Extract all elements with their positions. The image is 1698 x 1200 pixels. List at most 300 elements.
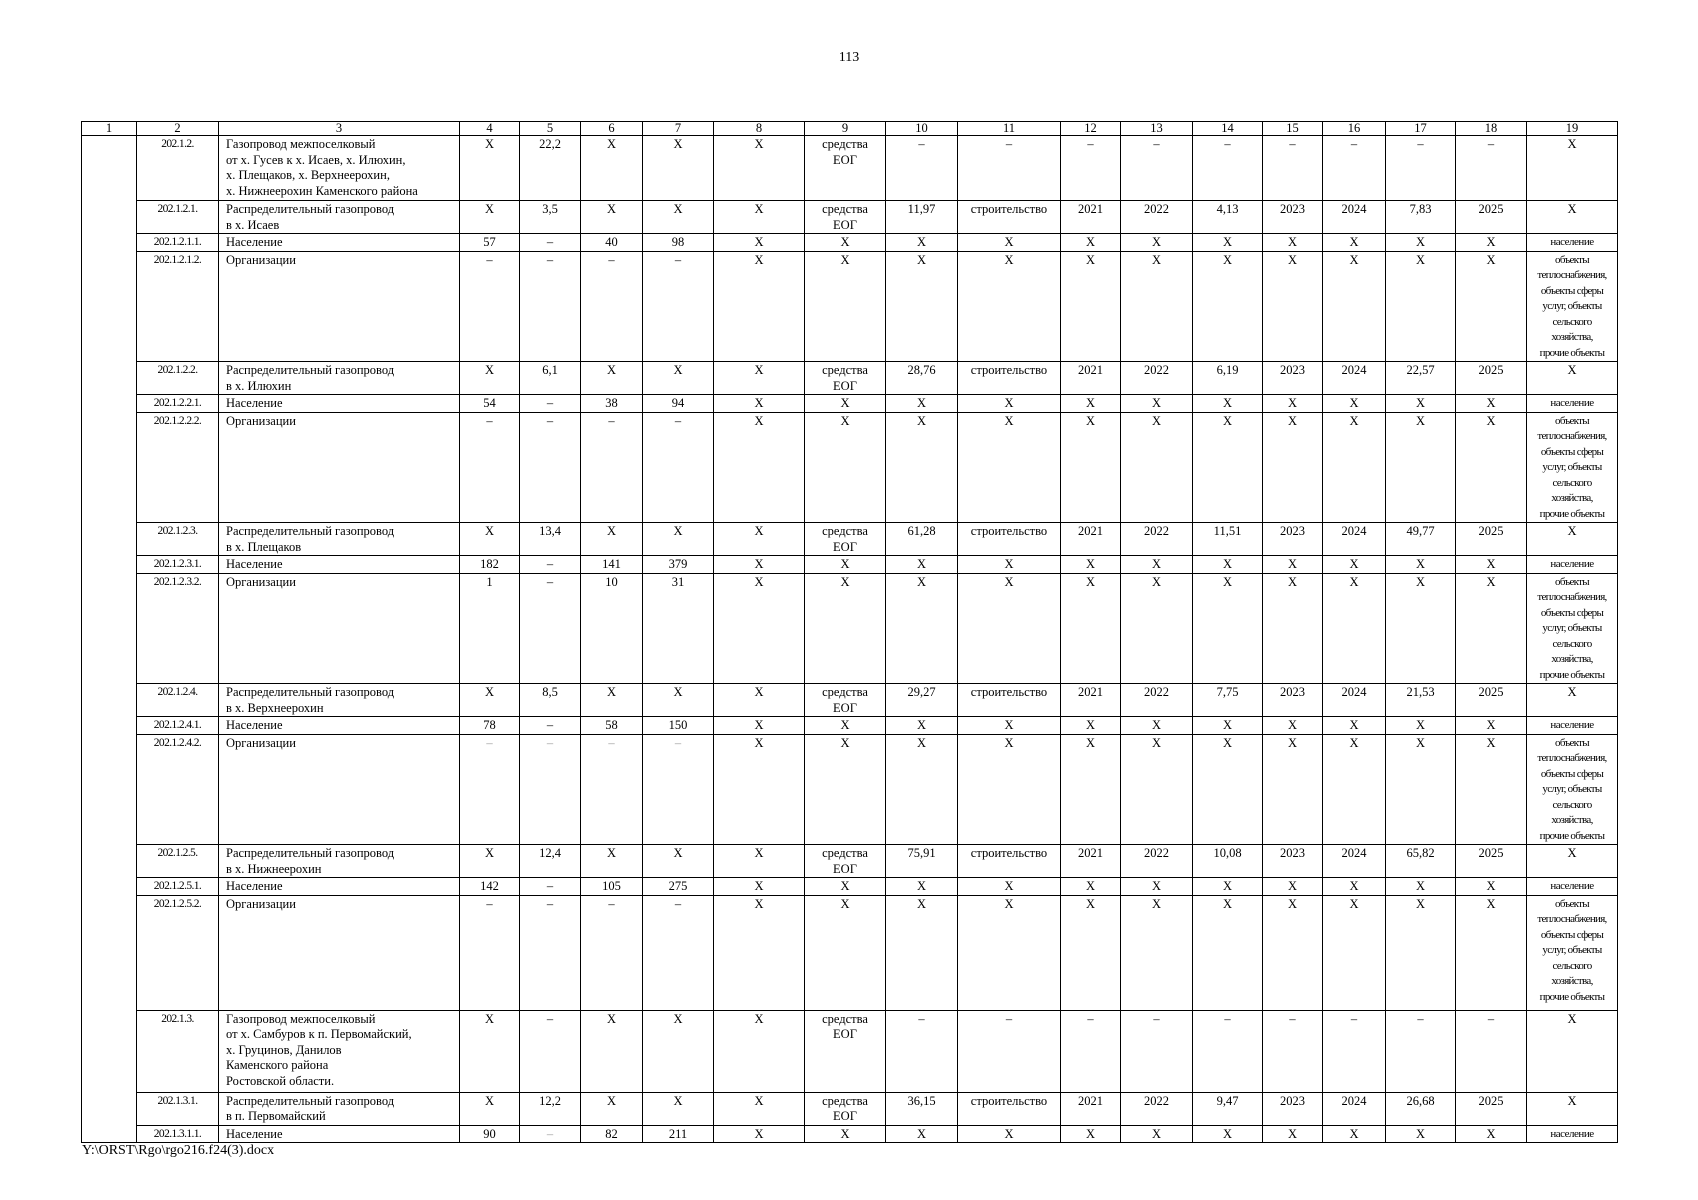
table-cell-col-13: Х: [1121, 878, 1193, 896]
table-cell-col-15: 2023: [1263, 684, 1323, 717]
table-cell-col-10: –: [886, 136, 958, 201]
table-cell-col-7: –: [643, 412, 714, 523]
table-cell-col-8: Х: [714, 395, 805, 413]
table-cell-col-12: 2021: [1061, 845, 1121, 878]
table-cell-col-5: 13,4: [520, 523, 581, 556]
table-cell-col-7: Х: [643, 684, 714, 717]
table-cell-col-9: Х: [805, 734, 886, 845]
table-cell-col-14: Х: [1193, 251, 1263, 362]
table-cell-col-12: 2021: [1061, 684, 1121, 717]
table-cell-col-14: Х: [1193, 573, 1263, 684]
table-cell-col-16: Х: [1323, 895, 1386, 1010]
table-cell-col-19: объекты теплоснабжения, объекты сферы услуг, объекты сельского хозяйства, прочие объекты: [1527, 734, 1618, 845]
table-cell-col-4: Х: [460, 1092, 520, 1125]
table-cell-col-19: население: [1527, 1125, 1618, 1143]
table-cell-col-9: Х: [805, 1125, 886, 1143]
table-cell-col-4: 142: [460, 878, 520, 896]
table-cell-col-13: Х: [1121, 556, 1193, 574]
table-cell-col-19: население: [1527, 556, 1618, 574]
table-cell-col-12: Х: [1061, 395, 1121, 413]
table-cell-col-2: 202.1.2.3.: [137, 523, 219, 556]
table-cell-col-6: Х: [581, 136, 643, 201]
table-cell-col-7: Х: [643, 1092, 714, 1125]
column-number: 17: [1386, 122, 1456, 136]
table-cell-col-7: 275: [643, 878, 714, 896]
table-row: [82, 734, 1618, 845]
table-cell-col-4: –: [460, 412, 520, 523]
column-number: 2: [137, 122, 219, 136]
table-cell-col-5: 22,2: [520, 136, 581, 201]
table-cell-col-16: Х: [1323, 878, 1386, 896]
table-cell-col-16: Х: [1323, 717, 1386, 735]
table-cell-col-6: 141: [581, 556, 643, 574]
table-cell-col-19: объекты теплоснабжения, объекты сферы услуг, объекты сельского хозяйства, прочие объекты: [1527, 895, 1618, 1010]
table-cell-col-12: –: [1061, 136, 1121, 201]
table-cell-col-12: Х: [1061, 234, 1121, 252]
table-cell-col-6: Х: [581, 1010, 643, 1092]
table-cell-col-8: Х: [714, 251, 805, 362]
table-cell-col-17: 49,77: [1386, 523, 1456, 556]
table-row: [82, 362, 1618, 395]
table-cell-col-14: Х: [1193, 556, 1263, 574]
column-number: 18: [1456, 122, 1527, 136]
table-cell-col-2: 202.1.3.1.1.: [137, 1125, 219, 1143]
table-cell-col-2: 202.1.2.4.2.: [137, 734, 219, 845]
table-cell-col-8: Х: [714, 1125, 805, 1143]
table-cell-col-19: объекты теплоснабжения, объекты сферы услуг, объекты сельского хозяйства, прочие объекты: [1527, 573, 1618, 684]
table-cell-col-12: Х: [1061, 878, 1121, 896]
table-cell-col-18: Х: [1456, 878, 1527, 896]
table-cell-col-16: Х: [1323, 251, 1386, 362]
table-row: [82, 1010, 1618, 1092]
table-cell-col-9: Х: [805, 395, 886, 413]
table-cell-col-18: Х: [1456, 556, 1527, 574]
table-cell-col-16: Х: [1323, 573, 1386, 684]
table-cell-col-16: 2024: [1323, 362, 1386, 395]
table-cell-col-9: средства ЕОГ: [805, 1092, 886, 1125]
table-cell-col-9: средства ЕОГ: [805, 1010, 886, 1092]
table-cell-col-8: Х: [714, 573, 805, 684]
table-cell-col-2: 202.1.2.3.1.: [137, 556, 219, 574]
table-cell-col-18: –: [1456, 1010, 1527, 1092]
table-cell-col-9: средства ЕОГ: [805, 362, 886, 395]
table-cell-col-18: 2025: [1456, 201, 1527, 234]
table-cell-col-15: Х: [1263, 717, 1323, 735]
table-cell-col-3: Организации: [219, 895, 460, 1010]
table-cell-col-12: Х: [1061, 573, 1121, 684]
table-cell-col-7: –: [643, 895, 714, 1010]
table-cell-col-15: Х: [1263, 234, 1323, 252]
table-cell-col-2: 202.1.2.5.2.: [137, 895, 219, 1010]
table-cell-col-18: 2025: [1456, 684, 1527, 717]
table-cell-col-3: Распределительный газопровод в х. Исаев: [219, 201, 460, 234]
table-cell-col-12: 2021: [1061, 523, 1121, 556]
table-cell-col-17: Х: [1386, 412, 1456, 523]
table-cell-col-7: Х: [643, 201, 714, 234]
table-cell-col-17: Х: [1386, 895, 1456, 1010]
table-cell-col-17: Х: [1386, 878, 1456, 896]
table-cell-col-5: 6,1: [520, 362, 581, 395]
table-cell-col-17: 22,57: [1386, 362, 1456, 395]
table-cell-col-12: Х: [1061, 1125, 1121, 1143]
table-cell-col-16: 2024: [1323, 845, 1386, 878]
column-number: 6: [581, 122, 643, 136]
column-number: 10: [886, 122, 958, 136]
table-cell-col-15: Х: [1263, 734, 1323, 845]
table-cell-col-17: Х: [1386, 395, 1456, 413]
table-cell-col-15: Х: [1263, 1125, 1323, 1143]
column-number: 4: [460, 122, 520, 136]
table-cell-col-13: Х: [1121, 395, 1193, 413]
table-cell-col-7: Х: [643, 523, 714, 556]
table-cell-col-5: –: [520, 234, 581, 252]
table-cell-col-8: Х: [714, 734, 805, 845]
table-cell-col-14: Х: [1193, 395, 1263, 413]
table-row: [82, 395, 1618, 413]
table-cell-col-3: Газопровод межпоселковый от х. Гусев к х. Исаев, х. Илюхин, х. Плещаков, х. Верхнеерохин, х. Нижнеерохин Каменского района: [219, 136, 460, 201]
table-cell-col-19: население: [1527, 717, 1618, 735]
table-cell-col-16: 2024: [1323, 1092, 1386, 1125]
table-cell-col-6: 82: [581, 1125, 643, 1143]
table-cell-col-15: 2023: [1263, 201, 1323, 234]
table-cell-col-11: Х: [958, 1125, 1061, 1143]
table-cell-col-9: Х: [805, 878, 886, 896]
table-cell-col-4: –: [460, 734, 520, 845]
table-cell-col-5: 8,5: [520, 684, 581, 717]
table-row: [82, 684, 1618, 717]
table-cell-col-8: Х: [714, 201, 805, 234]
table-cell-col-13: Х: [1121, 734, 1193, 845]
table-cell-col-12: Х: [1061, 251, 1121, 362]
table-cell-col-9: Х: [805, 573, 886, 684]
table-cell-col-14: –: [1193, 136, 1263, 201]
table-cell-col-13: Х: [1121, 234, 1193, 252]
table-cell-col-6: –: [581, 412, 643, 523]
table-cell-col-18: –: [1456, 136, 1527, 201]
table-cell-col-12: Х: [1061, 717, 1121, 735]
table-cell-col-8: Х: [714, 136, 805, 201]
table-cell-col-9: Х: [805, 717, 886, 735]
table-cell-col-2: 202.1.2.4.: [137, 684, 219, 717]
table-cell-col-19: объекты теплоснабжения, объекты сферы услуг, объекты сельского хозяйства, прочие объекты: [1527, 412, 1618, 523]
table-cell-col-5: –: [520, 412, 581, 523]
table-cell-col-10: Х: [886, 573, 958, 684]
table-cell-col-4: Х: [460, 362, 520, 395]
table-cell-col-8: Х: [714, 1010, 805, 1092]
table-cell-col-14: Х: [1193, 895, 1263, 1010]
table-cell-col-15: –: [1263, 136, 1323, 201]
table-cell-col-15: –: [1263, 1010, 1323, 1092]
table-cell-col-15: 2023: [1263, 523, 1323, 556]
table-cell-col-15: Х: [1263, 412, 1323, 523]
table-cell-col-16: 2024: [1323, 523, 1386, 556]
table-cell-col-5: 12,2: [520, 1092, 581, 1125]
page-number: 113: [838, 50, 860, 65]
table-cell-col-2: 202.1.2.1.2.: [137, 251, 219, 362]
table-cell-col-16: Х: [1323, 395, 1386, 413]
table-cell-col-17: Х: [1386, 234, 1456, 252]
table-cell-col-18: 2025: [1456, 1092, 1527, 1125]
table-cell-col-13: 2022: [1121, 201, 1193, 234]
table-cell-col-11: Х: [958, 556, 1061, 574]
table-cell-col-4: Х: [460, 523, 520, 556]
table-cell-col-17: Х: [1386, 573, 1456, 684]
table-cell-col-18: 2025: [1456, 362, 1527, 395]
table-cell-col-9: Х: [805, 556, 886, 574]
table-cell-col-3: Население: [219, 1125, 460, 1143]
table-cell-col-15: Х: [1263, 573, 1323, 684]
table-cell-col-14: 10,08: [1193, 845, 1263, 878]
column-number: 12: [1061, 122, 1121, 136]
table-cell-col-17: Х: [1386, 1125, 1456, 1143]
table-cell-col-15: Х: [1263, 895, 1323, 1010]
table-cell-col-11: строительство: [958, 1092, 1061, 1125]
table-cell-col-13: 2022: [1121, 845, 1193, 878]
table-cell-col-3: Распределительный газопровод в х. Верхнеерохин: [219, 684, 460, 717]
table-cell-col-4: –: [460, 895, 520, 1010]
table-cell-col-2: 202.1.2.1.1.: [137, 234, 219, 252]
table-cell-col-19: Х: [1527, 684, 1618, 717]
table-cell-col-2: 202.1.2.5.1.: [137, 878, 219, 896]
table-cell-col-15: Х: [1263, 395, 1323, 413]
table-cell-col-10: Х: [886, 895, 958, 1010]
table-cell-col-18: Х: [1456, 573, 1527, 684]
table-cell-col-2: 202.1.2.2.2.: [137, 412, 219, 523]
table-cell-col-8: Х: [714, 556, 805, 574]
table-row: [82, 234, 1618, 252]
table-cell-col-18: Х: [1456, 412, 1527, 523]
table-cell-col-9: Х: [805, 251, 886, 362]
column-number: 5: [520, 122, 581, 136]
table-cell-col-17: 26,68: [1386, 1092, 1456, 1125]
table-cell-col-3: Газопровод межпоселковый от х. Самбуров к п. Первомайский, х. Груцинов, Данилов Каменского района Ростовской области.: [219, 1010, 460, 1092]
table-cell-col-10: 28,76: [886, 362, 958, 395]
table-cell-col-2: 202.1.3.: [137, 1010, 219, 1092]
table-cell-col-7: 150: [643, 717, 714, 735]
table-cell-col-5: –: [520, 573, 581, 684]
file-path-footer: Y:\ORST\Rgo\rgo216.f24(3).docx: [82, 1143, 275, 1158]
table-cell-col-14: 9,47: [1193, 1092, 1263, 1125]
table-cell-col-14: Х: [1193, 412, 1263, 523]
table-cell-col-2: 202.1.2.5.: [137, 845, 219, 878]
table-cell-col-18: Х: [1456, 895, 1527, 1010]
table-cell-col-16: –: [1323, 1010, 1386, 1092]
table-cell-col-11: Х: [958, 395, 1061, 413]
table-cell-col-9: Х: [805, 234, 886, 252]
table-cell-col-3: Распределительный газопровод в х. Нижнеерохин: [219, 845, 460, 878]
table-cell-col-4: 57: [460, 234, 520, 252]
table-cell-col-4: 90: [460, 1125, 520, 1143]
table-cell-col-18: Х: [1456, 1125, 1527, 1143]
table-cell-col-14: –: [1193, 1010, 1263, 1092]
table-cell-col-5: –: [520, 878, 581, 896]
table-cell-col-11: строительство: [958, 201, 1061, 234]
table-cell-col-16: –: [1323, 136, 1386, 201]
table-cell-col-7: Х: [643, 136, 714, 201]
table-cell-col-13: Х: [1121, 251, 1193, 362]
table-cell-col-19: Х: [1527, 201, 1618, 234]
table-cell-col-4: 182: [460, 556, 520, 574]
table-row: [82, 523, 1618, 556]
table-cell-col-2: 202.1.3.1.: [137, 1092, 219, 1125]
table-cell-col-11: Х: [958, 251, 1061, 362]
table-cell-col-7: 98: [643, 234, 714, 252]
table-cell-col-14: Х: [1193, 717, 1263, 735]
table-cell-col-6: –: [581, 251, 643, 362]
table-cell-col-9: средства ЕОГ: [805, 136, 886, 201]
table-cell-col-11: –: [958, 136, 1061, 201]
table-cell-col-3: Население: [219, 556, 460, 574]
table-cell-col-19: население: [1527, 878, 1618, 896]
table-cell-col-2: 202.1.2.: [137, 136, 219, 201]
table-cell-col-8: Х: [714, 895, 805, 1010]
table-cell-col-16: Х: [1323, 556, 1386, 574]
table-cell-col-4: –: [460, 251, 520, 362]
table-cell-col-10: Х: [886, 1125, 958, 1143]
table-cell-col-10: 75,91: [886, 845, 958, 878]
table-cell-col-10: Х: [886, 412, 958, 523]
table-cell-col-13: 2022: [1121, 362, 1193, 395]
table-cell-col-5: –: [520, 251, 581, 362]
table-cell-col-10: Х: [886, 234, 958, 252]
table-cell-col-15: 2023: [1263, 362, 1323, 395]
table-cell-col-17: 21,53: [1386, 684, 1456, 717]
table-cell-col-3: Население: [219, 717, 460, 735]
table-cell-col-16: Х: [1323, 234, 1386, 252]
table-cell-col-18: Х: [1456, 251, 1527, 362]
column-number: 19: [1527, 122, 1618, 136]
table-cell-col-14: Х: [1193, 234, 1263, 252]
table-cell-col-17: –: [1386, 136, 1456, 201]
table-cell-col-4: 1: [460, 573, 520, 684]
table-cell-col-14: 7,75: [1193, 684, 1263, 717]
table-cell-col-1: [82, 136, 137, 1143]
table-cell-col-8: Х: [714, 845, 805, 878]
column-number: 1: [82, 122, 137, 136]
table-cell-col-15: Х: [1263, 251, 1323, 362]
column-number: 13: [1121, 122, 1193, 136]
table-cell-col-10: 29,27: [886, 684, 958, 717]
table-cell-col-3: Организации: [219, 573, 460, 684]
table-row: [82, 201, 1618, 234]
table-cell-col-15: 2023: [1263, 1092, 1323, 1125]
table-cell-col-14: 6,19: [1193, 362, 1263, 395]
table-cell-col-18: Х: [1456, 717, 1527, 735]
table-cell-col-13: –: [1121, 1010, 1193, 1092]
table-cell-col-10: –: [886, 1010, 958, 1092]
table-cell-col-8: Х: [714, 1092, 805, 1125]
table-cell-col-11: Х: [958, 895, 1061, 1010]
table-row: [82, 878, 1618, 896]
table-cell-col-11: Х: [958, 734, 1061, 845]
table-cell-col-3: Организации: [219, 734, 460, 845]
table-cell-col-5: –: [520, 895, 581, 1010]
table-cell-col-16: 2024: [1323, 684, 1386, 717]
table-row: [82, 845, 1618, 878]
table-cell-col-7: Х: [643, 845, 714, 878]
table-cell-col-4: Х: [460, 684, 520, 717]
table-cell-col-13: 2022: [1121, 523, 1193, 556]
table-cell-col-17: Х: [1386, 717, 1456, 735]
table-cell-col-16: 2024: [1323, 201, 1386, 234]
column-number: 8: [714, 122, 805, 136]
table-cell-col-7: Х: [643, 1010, 714, 1092]
table-cell-col-9: средства ЕОГ: [805, 523, 886, 556]
table-cell-col-11: строительство: [958, 845, 1061, 878]
table-cell-col-13: 2022: [1121, 684, 1193, 717]
table-cell-col-15: Х: [1263, 556, 1323, 574]
table-cell-col-13: –: [1121, 136, 1193, 201]
table-cell-col-6: Х: [581, 362, 643, 395]
table-cell-col-2: 202.1.2.3.2.: [137, 573, 219, 684]
column-number-row: [82, 122, 1618, 136]
table-cell-col-3: Распределительный газопровод в х. Илюхин: [219, 362, 460, 395]
column-number: 14: [1193, 122, 1263, 136]
table-cell-col-19: Х: [1527, 845, 1618, 878]
table-cell-col-10: 61,28: [886, 523, 958, 556]
table-cell-col-11: строительство: [958, 684, 1061, 717]
table-row: [82, 556, 1618, 574]
table-cell-col-6: 105: [581, 878, 643, 896]
table-cell-col-12: Х: [1061, 895, 1121, 1010]
table-cell-col-2: 202.1.2.2.: [137, 362, 219, 395]
table-cell-col-11: Х: [958, 412, 1061, 523]
table-cell-col-6: –: [581, 734, 643, 845]
table-cell-col-7: Х: [643, 362, 714, 395]
table-cell-col-19: население: [1527, 234, 1618, 252]
table-cell-col-4: Х: [460, 845, 520, 878]
table-cell-col-9: Х: [805, 412, 886, 523]
table-cell-col-5: –: [520, 734, 581, 845]
table-cell-col-8: Х: [714, 717, 805, 735]
table-cell-col-6: 38: [581, 395, 643, 413]
table-cell-col-10: Х: [886, 878, 958, 896]
table-cell-col-9: средства ЕОГ: [805, 845, 886, 878]
table-cell-col-10: 36,15: [886, 1092, 958, 1125]
table-cell-col-18: Х: [1456, 395, 1527, 413]
table-cell-col-19: Х: [1527, 136, 1618, 201]
table-cell-col-3: Организации: [219, 251, 460, 362]
table-cell-col-19: Х: [1527, 1010, 1618, 1092]
table-cell-col-17: 7,83: [1386, 201, 1456, 234]
table-cell-col-19: Х: [1527, 1092, 1618, 1125]
table-cell-col-10: Х: [886, 556, 958, 574]
table-cell-col-18: 2025: [1456, 523, 1527, 556]
column-number: 7: [643, 122, 714, 136]
column-number: 16: [1323, 122, 1386, 136]
table-cell-col-4: Х: [460, 1010, 520, 1092]
table-cell-col-4: 54: [460, 395, 520, 413]
table-cell-col-5: –: [520, 1125, 581, 1143]
table-cell-col-18: Х: [1456, 734, 1527, 845]
table-cell-col-16: Х: [1323, 1125, 1386, 1143]
table-cell-col-5: –: [520, 395, 581, 413]
table-cell-col-11: строительство: [958, 362, 1061, 395]
table-cell-col-14: Х: [1193, 1125, 1263, 1143]
table-cell-col-9: средства ЕОГ: [805, 201, 886, 234]
data-table: [81, 121, 1618, 1143]
table-cell-col-17: Х: [1386, 734, 1456, 845]
table-cell-col-8: Х: [714, 878, 805, 896]
table-cell-col-11: строительство: [958, 523, 1061, 556]
table-cell-col-13: Х: [1121, 573, 1193, 684]
table-cell-col-11: Х: [958, 878, 1061, 896]
table-cell-col-17: 65,82: [1386, 845, 1456, 878]
table-cell-col-4: Х: [460, 136, 520, 201]
table-cell-col-10: Х: [886, 717, 958, 735]
table-cell-col-10: 11,97: [886, 201, 958, 234]
table-cell-col-8: Х: [714, 684, 805, 717]
